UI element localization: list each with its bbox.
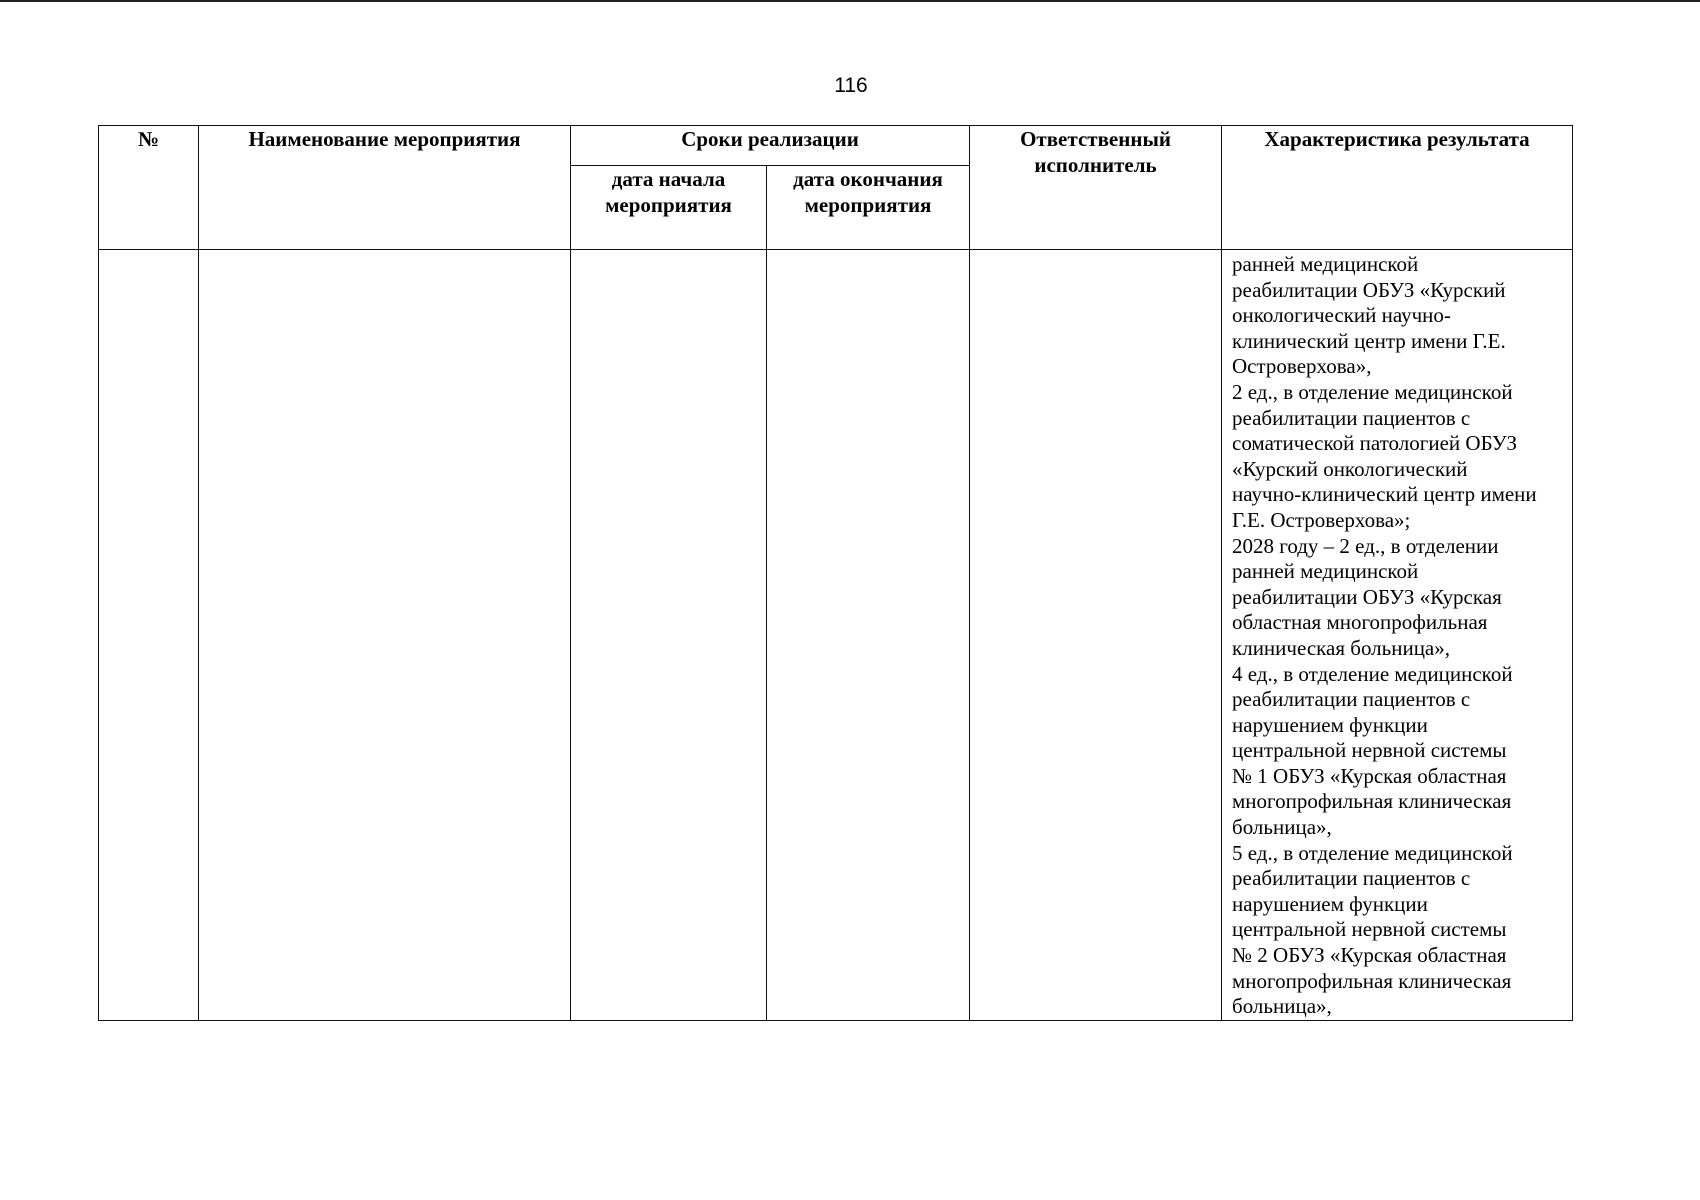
cell-end-date: [767, 250, 970, 1021]
header-end-date: дата окончания мероприятия: [767, 166, 970, 250]
result-line: № 1 ОБУЗ «Курская областная: [1232, 763, 1507, 788]
result-line: реабилитации пациентов с: [1232, 687, 1471, 712]
result-line: № 2 ОБУЗ «Курская областная: [1232, 943, 1507, 968]
result-line: центральной нервной системы: [1232, 738, 1507, 763]
cell-responsible: [970, 250, 1222, 1021]
result-line: нарушением функции: [1232, 891, 1428, 916]
result-line: реабилитации ОБУЗ «Курская: [1232, 584, 1502, 609]
result-line: клиническая больница»,: [1232, 635, 1451, 660]
header-responsible: Ответственный исполнитель: [970, 126, 1222, 250]
result-line: реабилитации ОБУЗ «Курский: [1232, 277, 1506, 302]
header-event-name: Наименование мероприятия: [199, 126, 571, 250]
cell-result-characteristic: [1222, 250, 1573, 1021]
result-line: 2 ед., в отделение медицинской: [1232, 379, 1513, 404]
result-line: соматической патологией ОБУЗ: [1232, 431, 1518, 456]
result-line: реабилитации пациентов с: [1232, 866, 1471, 891]
result-line: 2028 году – 2 ед., в отделении: [1232, 533, 1499, 558]
result-line: реабилитации пациентов с: [1232, 405, 1471, 430]
result-line: больница»,: [1232, 815, 1332, 840]
header-start-date: дата начала мероприятия: [571, 166, 767, 250]
cell-start-date: [571, 250, 767, 1021]
result-line: 5 ед., в отделение медицинской: [1232, 840, 1513, 865]
result-line: многопрофильная клиническая: [1232, 968, 1512, 993]
result-line: больница»,: [1232, 994, 1332, 1019]
result-line: областная многопрофильная: [1232, 610, 1488, 635]
result-line: онкологический научно-: [1232, 303, 1451, 328]
result-line: научно-клинический центр имени: [1232, 482, 1537, 507]
result-line: нарушением функции: [1232, 712, 1428, 737]
result-line: ранней медицинской: [1232, 252, 1419, 276]
result-line: многопрофильная клиническая: [1232, 789, 1512, 814]
result-line: клинический центр имени Г.Е.: [1232, 328, 1506, 353]
result-line: 4 ед., в отделение медицинской: [1232, 661, 1513, 686]
header-implementation-terms: Сроки реализации: [571, 126, 970, 166]
header-number: №: [99, 126, 199, 250]
cell-event-name: [199, 250, 571, 1021]
result-line: «Курский онкологический: [1232, 456, 1468, 481]
header-result-characteristic: Характеристика результата: [1222, 126, 1573, 250]
result-line: ранней медицинской: [1232, 559, 1419, 584]
result-line: центральной нервной системы: [1232, 917, 1507, 942]
table-row: [99, 250, 1573, 1021]
cell-number: [99, 250, 199, 1021]
result-line: Г.Е. Островерхова»;: [1232, 507, 1411, 532]
page-number: 116: [834, 74, 868, 97]
events-table: [98, 125, 1573, 1021]
page-top-edge: [0, 0, 1700, 2]
result-line: Островерхова»,: [1232, 354, 1372, 379]
